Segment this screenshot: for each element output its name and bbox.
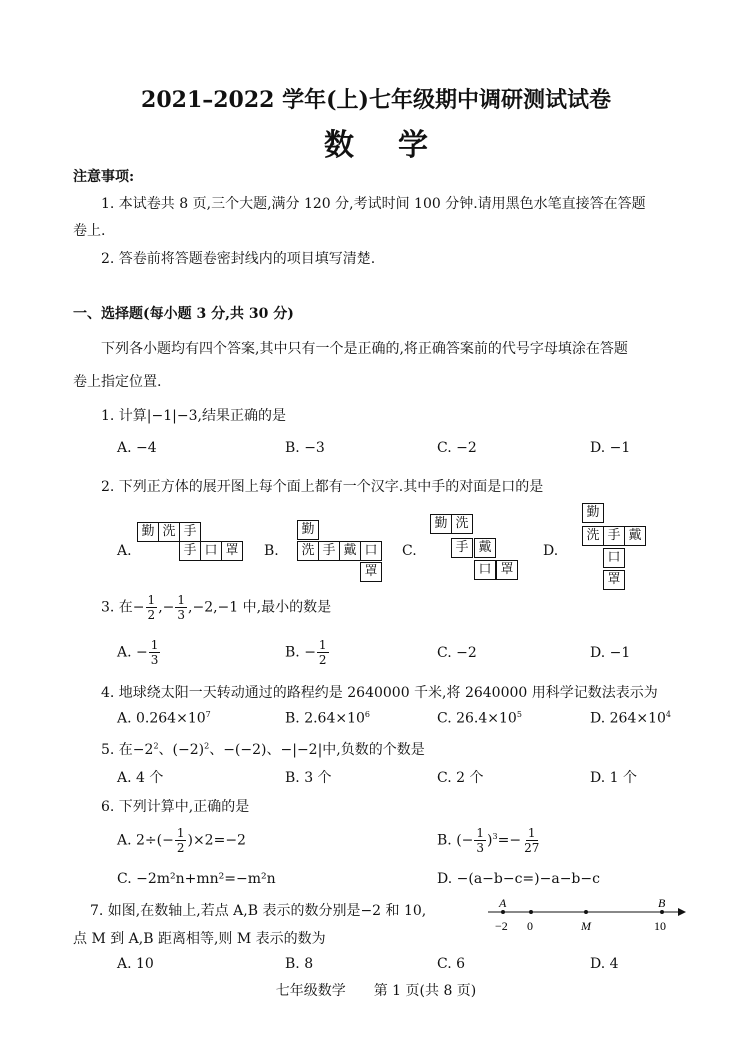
point-a — [501, 910, 505, 914]
q2-option-c: C. — [402, 543, 417, 559]
net-cell: 口 — [200, 541, 222, 561]
q2-option-a: A. — [117, 543, 132, 559]
net-cell: 洗 — [158, 522, 180, 542]
net-cell: 洗 — [297, 541, 319, 561]
q5-option-c: C. 2 个 — [437, 770, 484, 786]
net-cell: 手 — [179, 541, 201, 561]
net-cell: 罩 — [603, 570, 625, 590]
notice-item-1: 1. 本试卷共 8 页,三个大题,满分 120 分,考试时间 100 分钟.请用黑色水笔直接答在答题 — [101, 196, 646, 212]
net-cell: 勤 — [582, 503, 604, 523]
q5-stem: 5. 在$-2^2$、$(-2)^2$、−(−2)、−|−2|中,负数的个数是 — [101, 741, 425, 758]
label-ten: 10 — [654, 919, 666, 933]
q2-stem: 2. 下列正方体的展开图上每个面上都有一个汉字.其中手的对面是口的是 — [101, 479, 544, 495]
label-b: B — [658, 896, 666, 910]
q5-option-b: B. 3 个 — [285, 770, 332, 786]
q7-stem: 7. 如图,在数轴上,若点 A,B 表示的数分别是−2 和 10, — [90, 903, 427, 919]
net-cell: 罩 — [221, 541, 243, 561]
q7-stem-cont: 点 M 到 A,B 距离相等,则 M 表示的数为 — [73, 931, 326, 947]
point-zero — [529, 910, 533, 914]
net-cell: 口 — [603, 548, 625, 568]
q1-option-a: A. −4 — [117, 440, 157, 456]
q7-option-c: C. 6 — [437, 956, 466, 972]
q4-stem: 4. 地球绕太阳一天转动通过的路程约是 2640000 千米,将 2640000 用科学记数法表示为 — [101, 685, 658, 701]
label-a: A — [499, 896, 507, 910]
q6-option-c: C. −2m²n+mn²=−m²n — [117, 871, 276, 887]
q7-option-d: D. 4 — [590, 956, 619, 972]
label-m: M — [581, 919, 591, 933]
q6-option-a: A. 2÷(− $\frac{1}{2}$ )×2=−2 — [117, 826, 246, 855]
q6-stem: 6. 下列计算中,正确的是 — [101, 799, 250, 815]
net-cell: 勤 — [297, 520, 319, 540]
q5-option-d: D. 1 个 — [590, 770, 637, 786]
q1-option-c: C. −2 — [437, 440, 477, 456]
number-line-figure — [484, 896, 689, 936]
section-heading: 一、选择题(每小题 3 分,共 30 分) — [73, 306, 294, 322]
net-cell: 手 — [179, 522, 201, 542]
q5-option-a: A. 4 个 — [117, 770, 164, 786]
net-cell: 勤 — [137, 522, 159, 542]
q3-stem: 3. 在− $\frac{1}{2}$ ,− $\frac{1}{3}$ ,−2,−1 中,最小的数是 — [101, 593, 332, 622]
net-cell: 口 — [474, 560, 496, 580]
q4-option-d: D. $264\times 10^4$ — [590, 710, 671, 727]
subject-title: 数学 — [324, 128, 472, 163]
point-b — [660, 910, 664, 914]
net-cell: 手 — [451, 538, 473, 558]
q6-option-b: B. (− $\frac{1}{3}$ )$^3$=− $\frac{1}{27}$ — [437, 826, 540, 855]
notice-item-1-cont: 卷上. — [73, 223, 106, 239]
page-footer: 七年级数学 第 1 页(共 8 页) — [275, 983, 477, 999]
number-line-arrow — [678, 908, 686, 916]
q3-option-a: A. − $\frac{1}{3}$ — [117, 638, 159, 667]
label-zero: 0 — [527, 919, 533, 933]
q2-option-d: D. — [543, 543, 559, 559]
net-cell: 手 — [603, 526, 625, 546]
q4-option-b: B. $2.64\times 10^6$ — [285, 710, 370, 727]
net-cell: 戴 — [624, 526, 646, 546]
net-cell: 戴 — [339, 541, 361, 561]
point-m — [584, 910, 588, 914]
net-cell: 洗 — [451, 514, 473, 534]
net-cell: 罩 — [496, 560, 518, 580]
net-cell: 勤 — [430, 514, 452, 534]
q6-option-d: D. −(a−b−c=)−a−b−c — [437, 871, 600, 887]
q3-option-c: C. −2 — [437, 645, 477, 661]
section-intro: 下列各小题均有四个答案,其中只有一个是正确的,将正确答案前的代号字母填涂在答题 — [101, 341, 628, 357]
label-minus-two: −2 — [495, 919, 508, 933]
section-intro-cont: 卷上指定位置. — [73, 374, 162, 390]
notice-item-2: 2. 答卷前将答题卷密封线内的项目填写清楚. — [101, 251, 376, 267]
q1-stem: 1. 计算|−1|−3,结果正确的是 — [101, 408, 286, 424]
q2-option-b: B. — [264, 543, 279, 559]
q3-option-b: B. − $\frac{1}{2}$ — [285, 638, 327, 667]
net-cell: 罩 — [360, 562, 382, 582]
q1-option-d: D. −1 — [590, 440, 631, 456]
net-cell: 洗 — [582, 526, 604, 546]
notice-heading: 注意事项: — [73, 169, 135, 185]
q7-option-a: A. 10 — [117, 956, 154, 972]
q7-option-b: B. 8 — [285, 956, 314, 972]
q3-option-d: D. −1 — [590, 645, 631, 661]
net-cell: 口 — [360, 541, 382, 561]
net-cell: 手 — [318, 541, 340, 561]
q4-option-a: A. $0.264\times 10^7$ — [117, 710, 211, 727]
q1-option-b: B. −3 — [285, 440, 325, 456]
exam-title: 2021–2022 学年(上)七年级期中调研测试试卷 — [141, 87, 611, 113]
q4-option-c: C. $26.4\times 10^5$ — [437, 710, 522, 727]
net-cell: 戴 — [474, 538, 496, 558]
